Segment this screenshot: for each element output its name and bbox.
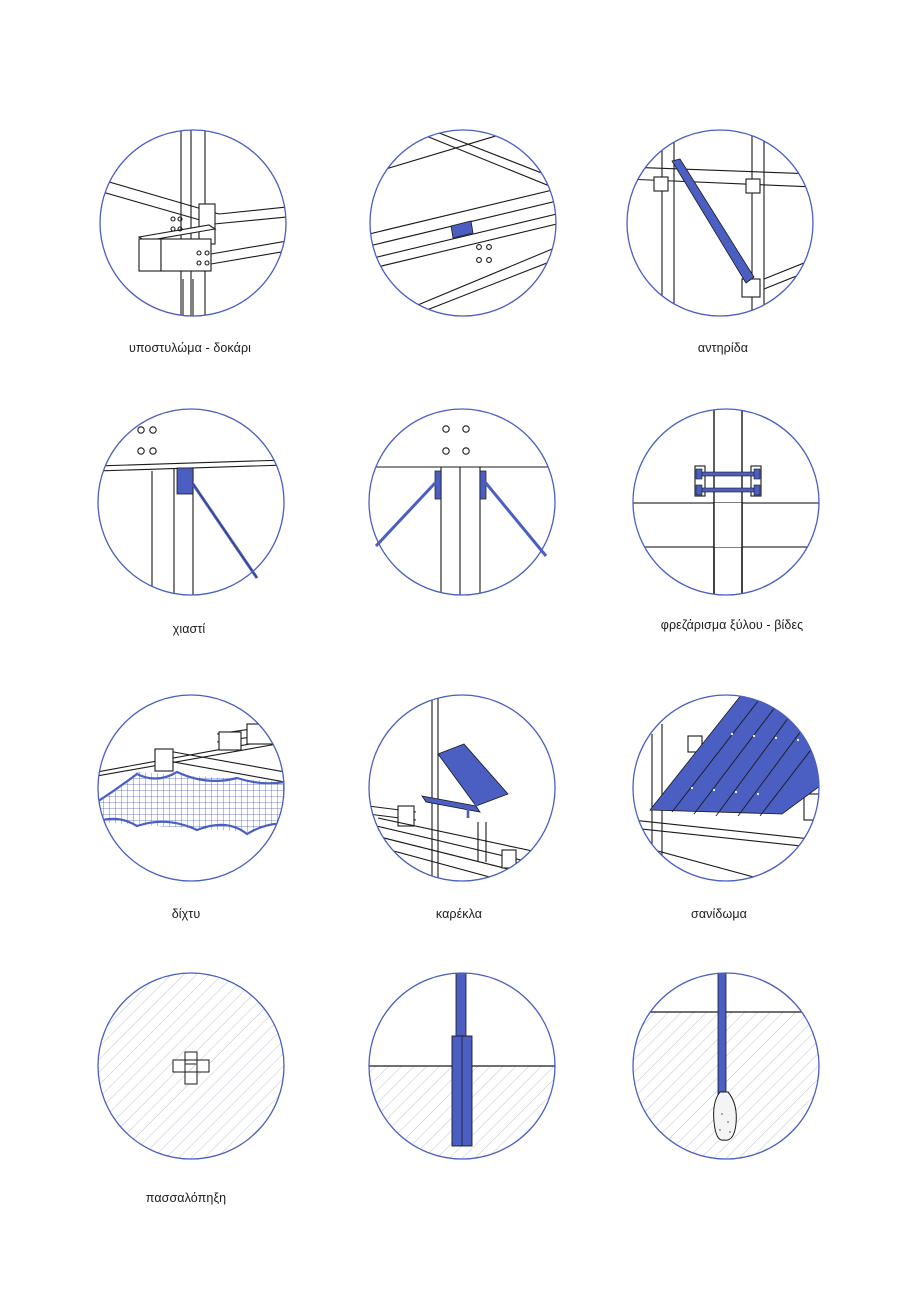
- net-icon: [97, 694, 285, 882]
- caption-column-beam: υποστυλώμα - δοκάρι: [128, 341, 252, 355]
- caption-decking: σανίδωμα: [691, 907, 747, 921]
- detail-piling-plan: [97, 972, 285, 1160]
- caption-piling: πασσαλόπηξη: [145, 1191, 227, 1205]
- detail-net: [97, 694, 285, 882]
- detail-piling-section: [368, 972, 556, 1160]
- caption-cross-brace: χιαστί: [172, 622, 206, 636]
- folding-chair-icon: [368, 694, 556, 882]
- decking-icon: [632, 694, 820, 882]
- beam-plate-joint-icon: [369, 129, 557, 317]
- detail-ground-anchor: [632, 972, 820, 1160]
- detail-cable-anchors: [368, 408, 556, 596]
- cross-brace-icon: [97, 408, 285, 596]
- column-beam-joint-icon: [99, 129, 287, 317]
- ground-anchor-icon: [632, 972, 820, 1160]
- detail-beam-plate: [369, 129, 557, 317]
- detail-brace: [626, 129, 814, 317]
- pile-plan-icon: [97, 972, 285, 1160]
- detail-column-beam: [99, 129, 287, 317]
- caption-notching: φρεζάρισμα ξύλου - βίδες: [660, 618, 804, 632]
- notched-timber-bolts-icon: [632, 408, 820, 596]
- pile-section-icon: [368, 972, 556, 1160]
- caption-chair: καρέκλα: [435, 907, 483, 921]
- detail-notching: [632, 408, 820, 596]
- caption-net: δίχτυ: [171, 907, 201, 921]
- detail-decking: [632, 694, 820, 882]
- diagonal-brace-icon: [626, 129, 814, 317]
- detail-chair: [368, 694, 556, 882]
- cable-anchor-icon: [368, 408, 556, 596]
- detail-cross-brace: [97, 408, 285, 596]
- caption-brace: αντηρίδα: [697, 341, 749, 355]
